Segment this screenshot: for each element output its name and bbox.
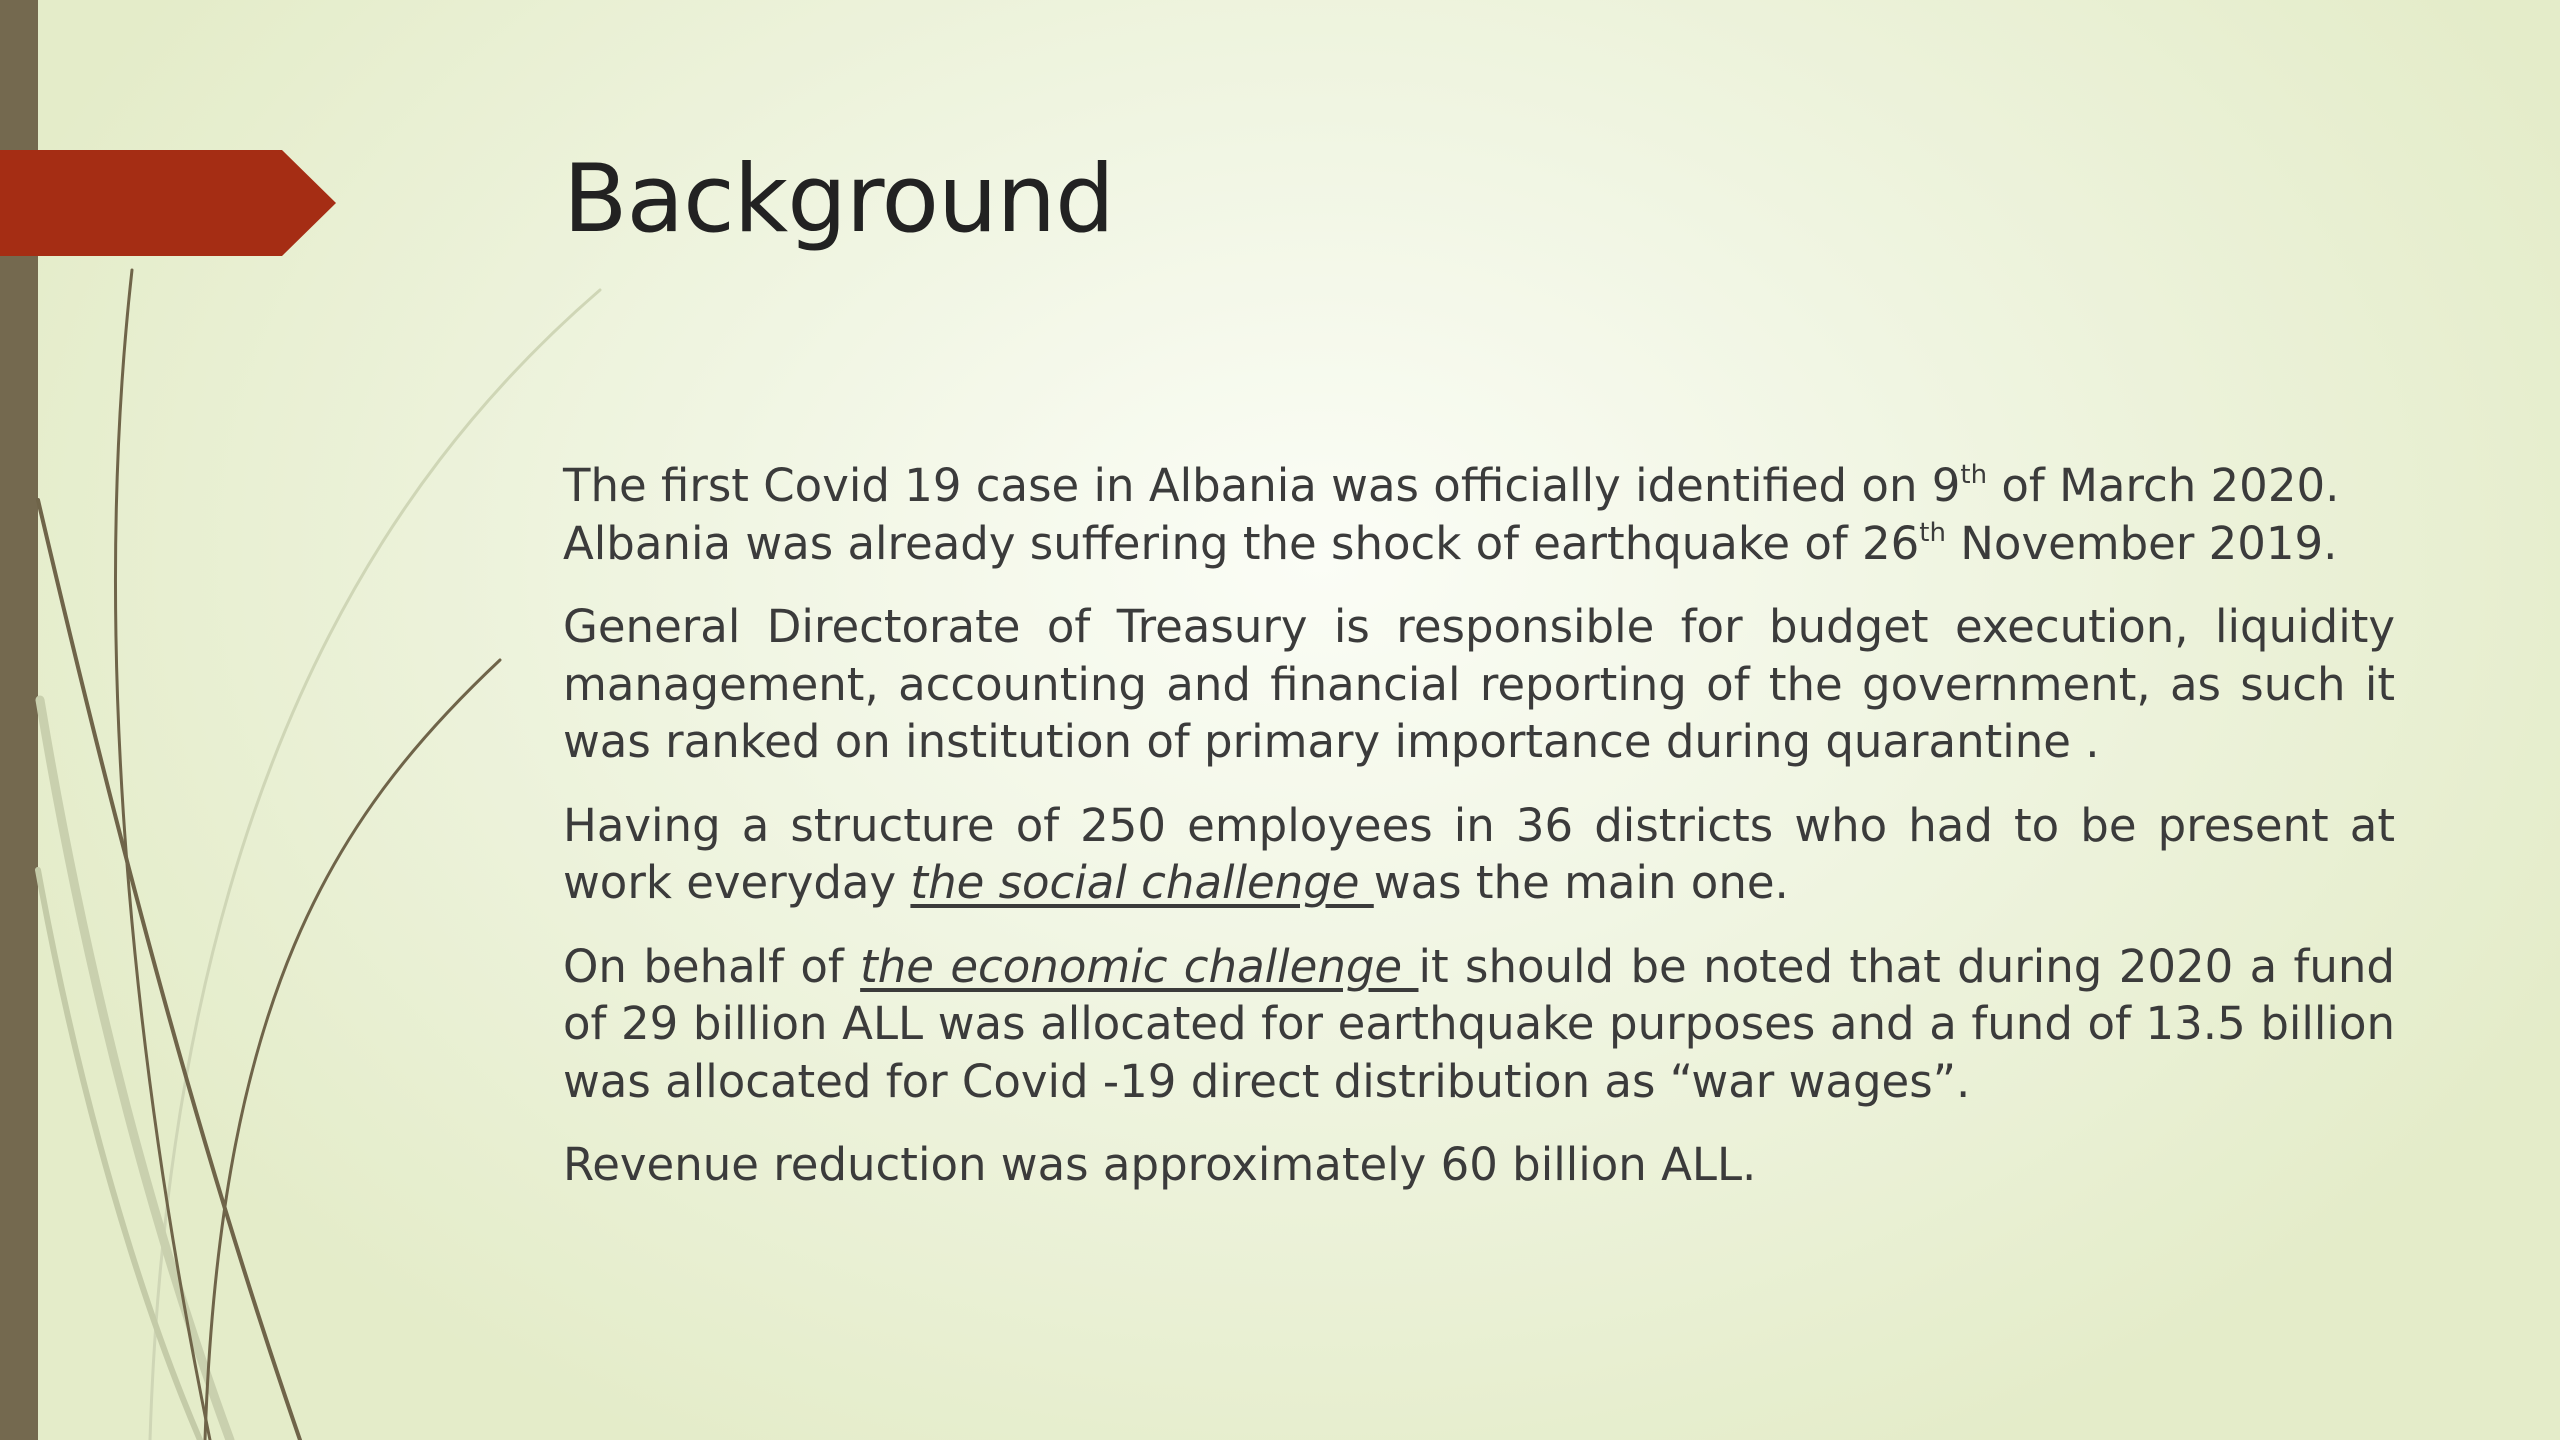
paragraph-social-challenge: Having a structure of 250 employees in 36 districts who had to be present at work everyday the social challenge was the main one.: [563, 798, 2395, 909]
paragraph-covid-first-case: The first Covid 19 case in Albania was officially identified on 9th of March 2020. Albania was already suffering the shock of earthquake of 26th November 2019.: [563, 459, 2340, 570]
slide-body: [563, 457, 2395, 1220]
paragraph-revenue-reduction: Revenue reduction was approximately 60 billion ALL.: [563, 1138, 1757, 1191]
slide-title: Background: [563, 145, 1114, 254]
social-challenge-emphasis: the social challenge: [910, 856, 1374, 909]
title-accent-flag: [0, 150, 336, 256]
economic-challenge-emphasis: the economic challenge: [860, 939, 1419, 993]
paragraph-treasury: General Directorate of Treasury is responsible for budget execution, liquidity management, accounting and financial reporting of the government, as such it was ranked on institution of primary importance during quarantine .: [563, 600, 2395, 768]
paragraph-economic-challenge: On behalf of the economic challenge it should be noted that during 2020 a fund of 29 billion ALL was allocated for earthquake purposes and a fund of 13.5 billion was allocated for Covid -19 direct distribution as “war wages”.: [563, 939, 2395, 1108]
